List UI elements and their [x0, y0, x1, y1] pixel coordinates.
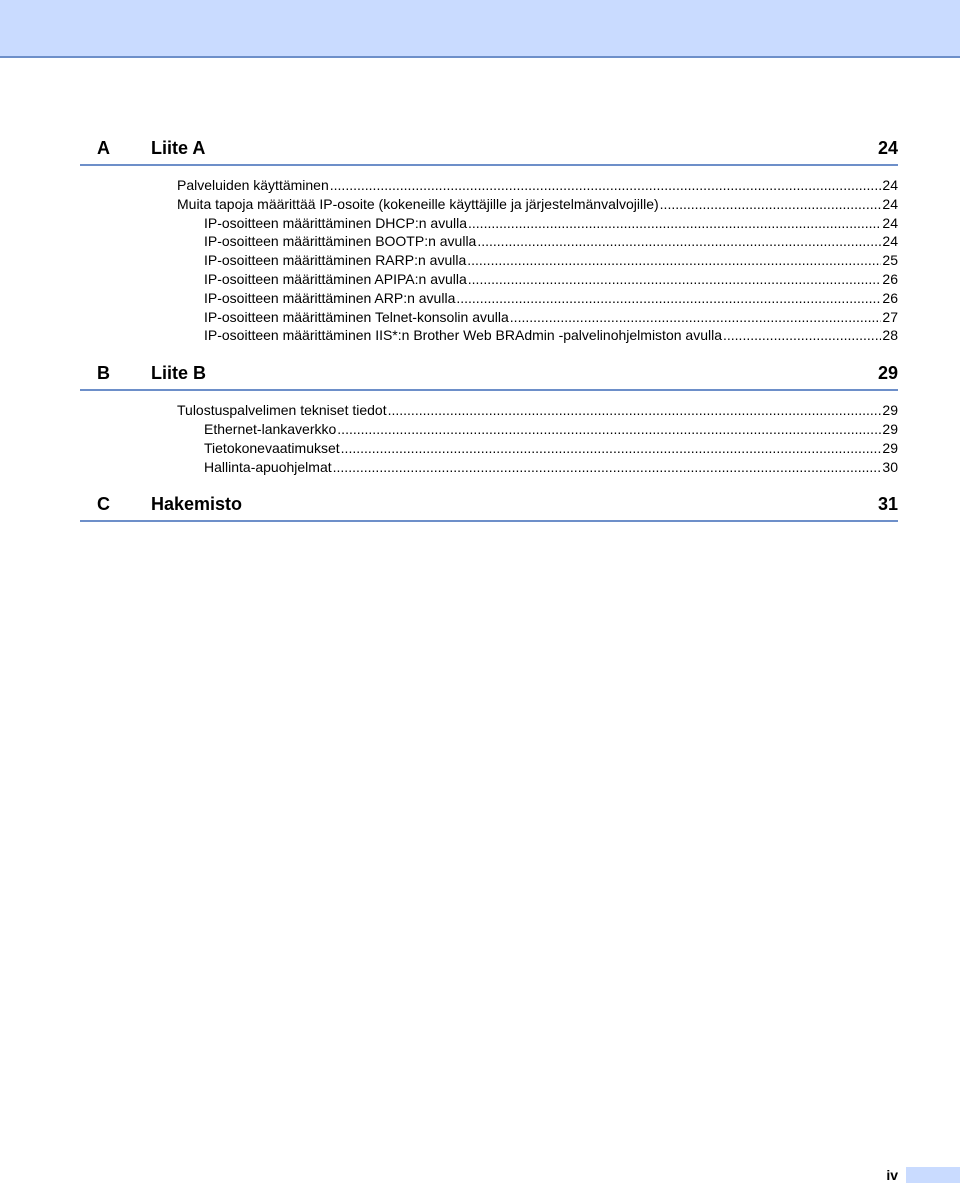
footer-page-number: iv	[886, 1167, 898, 1183]
toc-entry-page: 29	[882, 402, 898, 419]
chapter-a	[80, 132, 898, 357]
chapter-b	[80, 357, 898, 488]
chapter-letter: B	[97, 362, 110, 383]
chapter-letter: A	[97, 137, 110, 158]
chapter-heading[interactable]	[80, 132, 898, 166]
toc-entry[interactable]	[80, 289, 898, 308]
toc-entry[interactable]	[80, 458, 898, 477]
dot-leader	[333, 458, 882, 477]
toc-entry-title: IP-osoitteen määrittäminen DHCP:n avulla	[204, 214, 468, 231]
toc-entry-page: 24	[882, 195, 898, 212]
toc-entry[interactable]	[80, 401, 898, 420]
toc-entry-page: 28	[882, 327, 898, 344]
toc-entry-title: IP-osoitteen määrittäminen ARP:n avulla	[204, 289, 456, 306]
chapter-heading[interactable]	[80, 488, 898, 522]
dot-leader	[337, 420, 881, 439]
chapter-title: Liite B	[151, 362, 207, 383]
toc-entry-page: 24	[882, 177, 898, 193]
footer-tab	[906, 1167, 960, 1183]
toc-entry-page: 26	[882, 270, 898, 287]
toc-entry-page: 27	[882, 308, 898, 325]
dot-leader	[468, 214, 881, 233]
toc-entry[interactable]	[80, 232, 898, 251]
toc-entry-title: Tulostuspalvelimen tekniset tiedot	[177, 402, 387, 419]
dot-leader	[477, 232, 881, 251]
toc-entry[interactable]	[80, 326, 898, 345]
table-of-contents	[80, 132, 898, 522]
toc-entry[interactable]	[80, 420, 898, 439]
dot-leader	[723, 326, 881, 345]
chapter-title: Liite A	[151, 137, 206, 158]
toc-entry-page: 29	[882, 420, 898, 437]
dot-leader	[456, 289, 881, 308]
toc-entry-title: Tietokonevaatimukset	[204, 439, 340, 456]
toc-entry[interactable]	[80, 439, 898, 458]
toc-entry-title: Ethernet-lankaverkko	[204, 420, 337, 437]
toc-entry[interactable]	[80, 251, 898, 270]
toc-entry-title: IP-osoitteen määrittäminen BOOTP:n avulla	[204, 233, 477, 250]
toc-entry-page: 26	[882, 289, 898, 306]
toc-entry[interactable]	[80, 176, 898, 195]
toc-entry-title: IP-osoitteen määrittäminen APIPA:n avulla	[204, 270, 467, 287]
toc-entry-page: 29	[882, 439, 898, 456]
toc-entry-title: Muita tapoja määrittää IP-osoite (kokeneille käyttäjille ja järjestelmänvalvojille)	[177, 195, 659, 212]
toc-entry-page: 30	[882, 458, 898, 475]
dot-leader	[341, 439, 882, 458]
toc-entry-page: 25	[882, 252, 898, 269]
toc-entry[interactable]	[80, 308, 898, 327]
toc-entry[interactable]	[80, 214, 898, 233]
header-band	[0, 0, 960, 58]
dot-leader	[467, 251, 881, 270]
chapter-title: Hakemisto	[151, 493, 243, 514]
toc-entry-page: 24	[882, 214, 898, 231]
chapter-entries	[80, 166, 898, 357]
toc-entry[interactable]	[80, 195, 898, 214]
toc-entry-title: Palveluiden käyttäminen	[177, 177, 329, 193]
toc-entry[interactable]	[80, 270, 898, 289]
chapter-page-number: 29	[877, 362, 898, 383]
toc-entry-title: IP-osoitteen määrittäminen RARP:n avulla	[204, 252, 467, 269]
toc-entry-title: IP-osoitteen määrittäminen Telnet-konsolin avulla	[204, 308, 509, 325]
chapter-heading[interactable]	[80, 357, 898, 391]
dot-leader	[660, 195, 882, 214]
toc-entry-page: 24	[882, 233, 898, 250]
chapter-page-number: 24	[877, 137, 898, 158]
dot-leader	[330, 176, 882, 195]
chapter-letter: C	[97, 493, 110, 514]
dot-leader	[468, 270, 882, 289]
toc-entry-title: Hallinta-apuohjelmat	[204, 458, 332, 475]
toc-entry-title: IP-osoitteen määrittäminen IIS*:n Brother Web BRAdmin -palvelinohjelmiston avulla	[204, 327, 722, 344]
chapter-page-number: 31	[877, 493, 898, 514]
dot-leader	[388, 401, 882, 420]
chapter-c	[80, 488, 898, 522]
dot-leader	[510, 308, 882, 327]
chapter-entries	[80, 391, 898, 488]
